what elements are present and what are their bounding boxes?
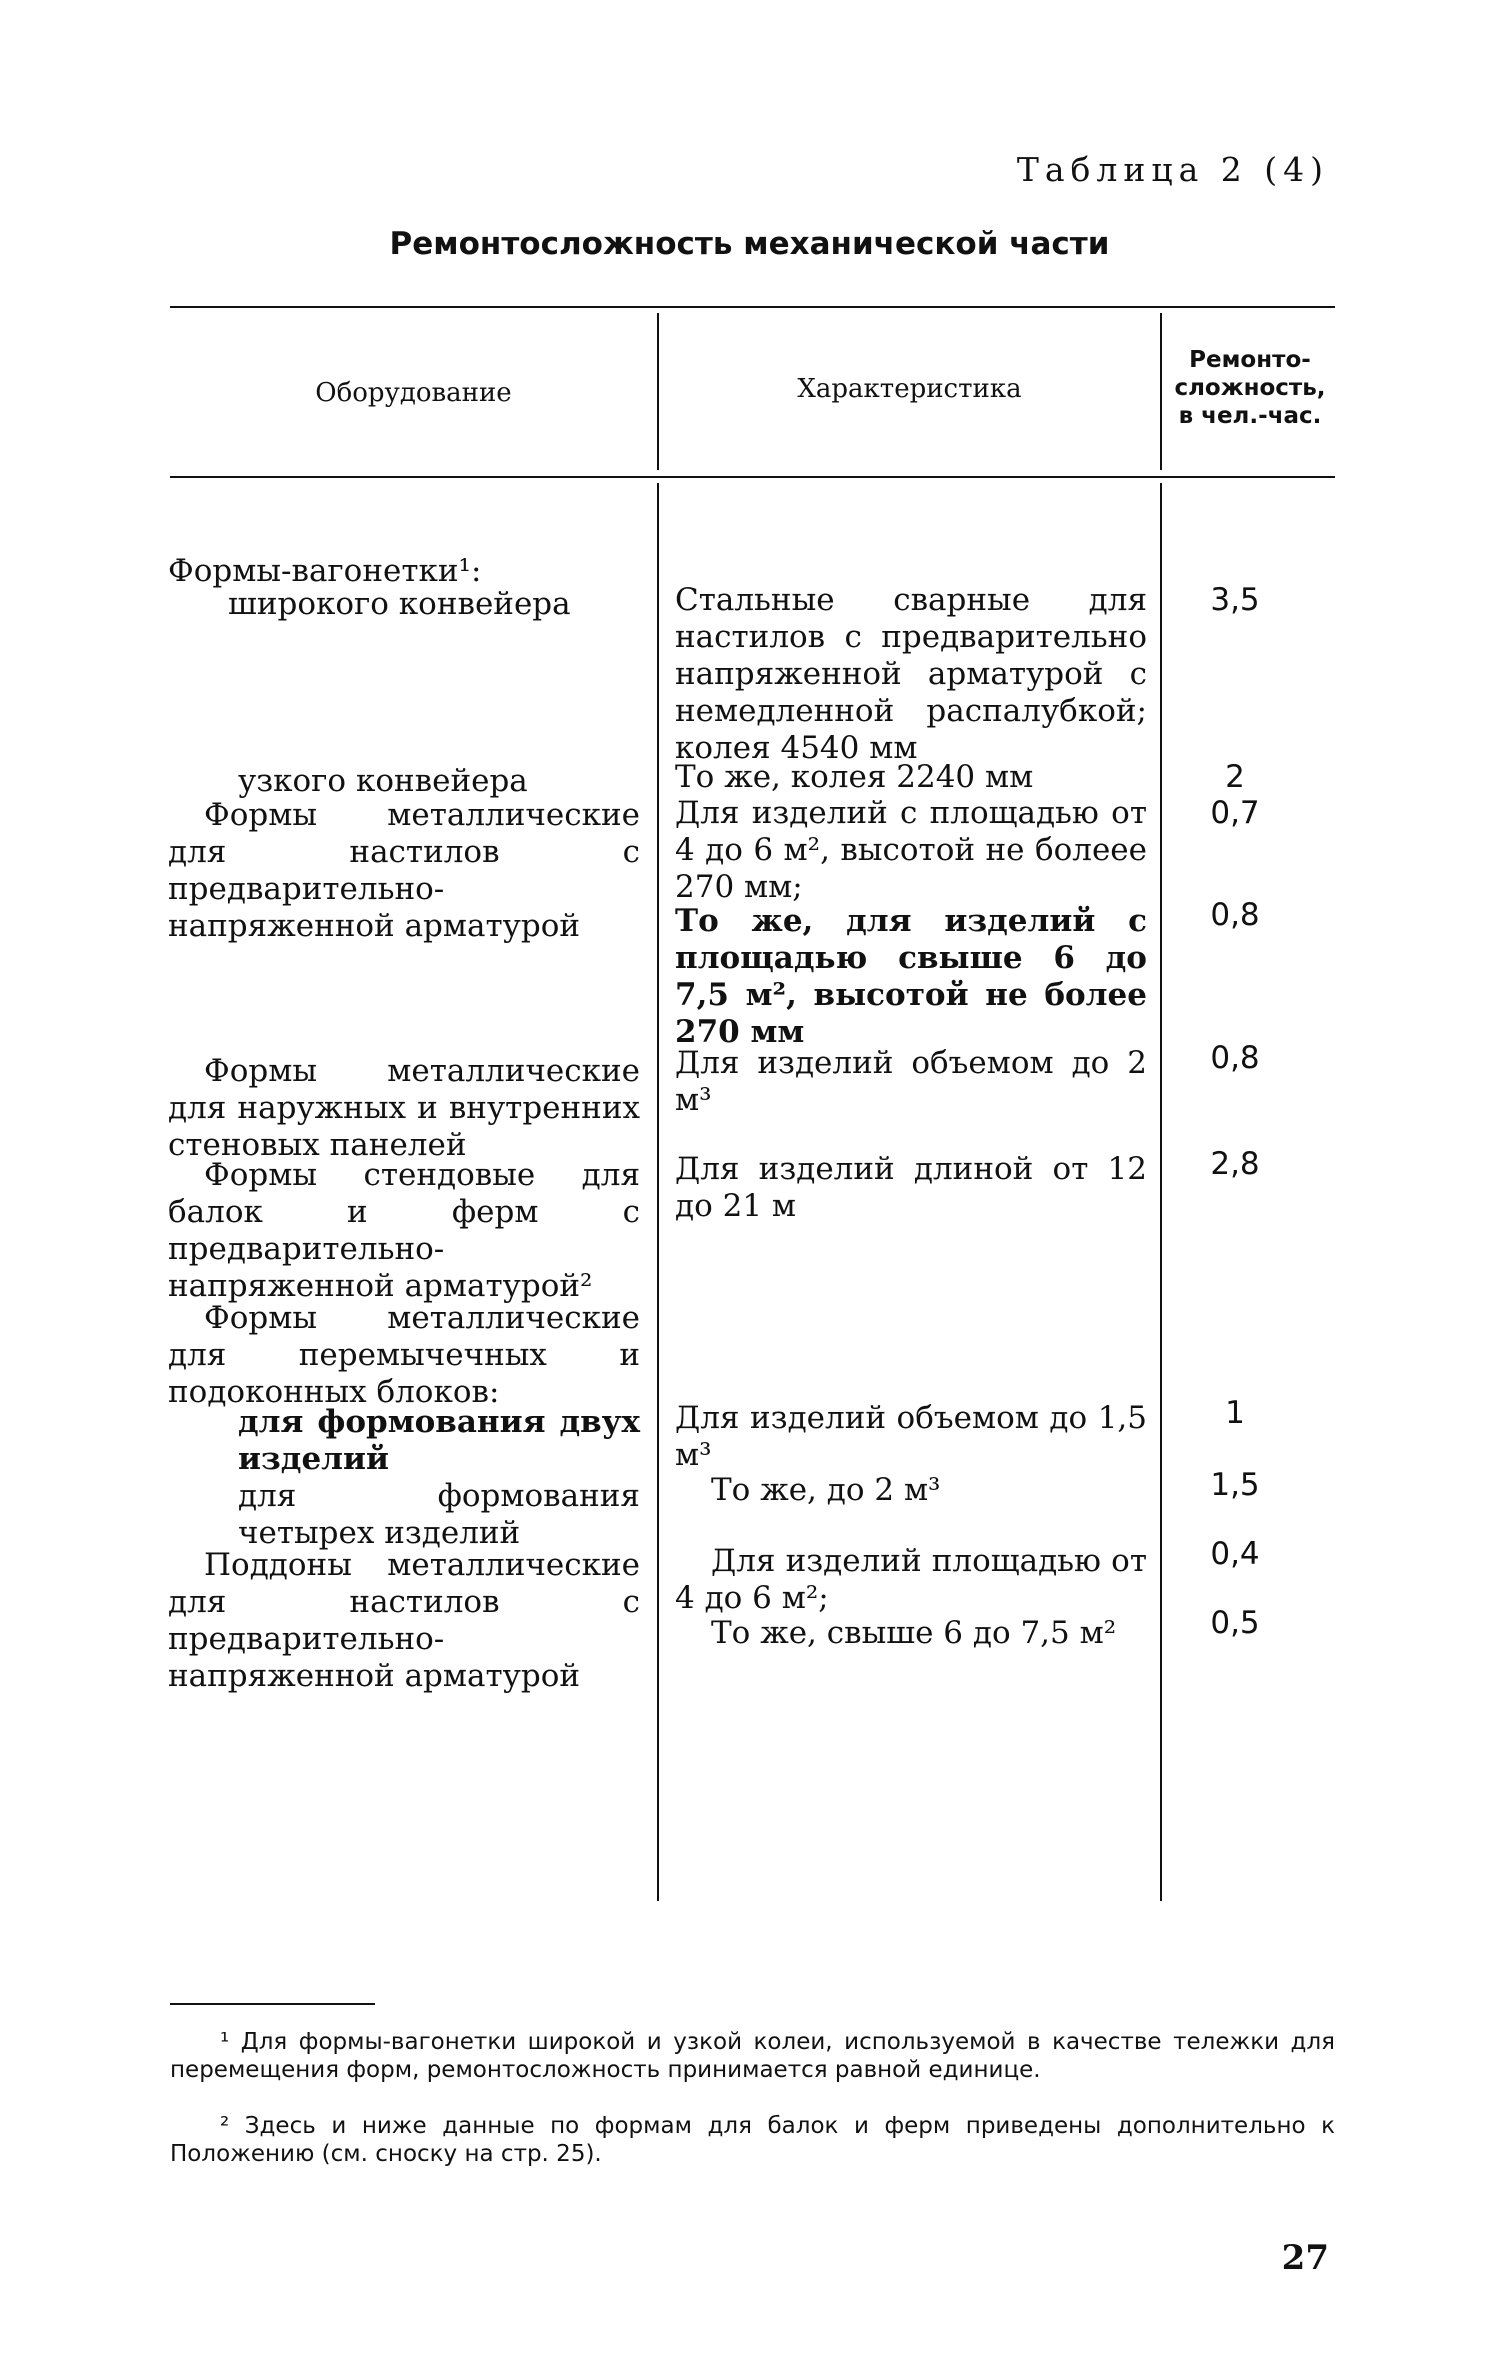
row-characteristic: Для изделий с площадью от 4 до 6 м², высотой не болеее 270 мм; xyxy=(675,795,1147,905)
row-characteristic: То же, колея 2240 мм xyxy=(675,759,1034,795)
column-header-complexity: Ремонто-сложность, в чел.-час. xyxy=(1174,347,1326,429)
row-value: 0,4 xyxy=(1210,1536,1260,1572)
column-divider-2 xyxy=(1160,313,1162,470)
table-title: Ремонтосложность механической части xyxy=(389,226,1110,262)
column-divider-1-body xyxy=(657,483,659,1901)
row-characteristic: То же, свыше 6 до 7,5 м² xyxy=(711,1615,1117,1651)
row-equipment: Формы металлические для наружных и внутренних стеновых панелей xyxy=(168,1053,640,1163)
row-value: 1 xyxy=(1225,1395,1245,1431)
row-value: 0,5 xyxy=(1210,1605,1260,1641)
row-equipment: для формования четырех изделий xyxy=(238,1478,640,1551)
table-label: Таблица 2 (4) xyxy=(1016,150,1329,189)
row-characteristic: То же, до 2 м³ xyxy=(711,1472,941,1508)
row-equipment: Формы металлические для перемычечных и подоконных блоков: xyxy=(168,1300,640,1410)
row-equipment: Формы металлические для настилов с предварительно-напряженной арматурой xyxy=(168,797,640,944)
row-characteristic: Стальные сварные для настилов с предварительно напряженной арматурой с немедленной распалубкой; колея 4540 мм xyxy=(675,582,1147,766)
row-characteristic: Для изделий объемом до 2 м³ xyxy=(675,1045,1147,1118)
column-header-equipment: Оборудование xyxy=(315,378,512,408)
footnote-2: ² Здесь и ниже данные по формам для балок и ферм приведены дополнительно к Положению (см. сноску на стр. 25). xyxy=(170,2113,1335,2167)
row-equipment: Формы-вагонетки¹: xyxy=(168,553,482,589)
row-value: 2,8 xyxy=(1210,1146,1260,1182)
row-equipment: Формы стендовые для балок и ферм с предварительно-напряженной арматурой² xyxy=(168,1157,640,1304)
column-header-characteristic: Характеристика xyxy=(797,374,1022,404)
row-characteristic: Для изделий площадью от 4 до 6 м²; xyxy=(675,1543,1147,1616)
footnote-rule xyxy=(170,2003,375,2005)
row-value: 0,8 xyxy=(1210,1040,1260,1076)
row-equipment: для формования двух изделий xyxy=(238,1404,640,1477)
row-characteristic: Для изделий длиной от 12 до 21 м xyxy=(675,1151,1147,1224)
header-bottom-rule xyxy=(170,476,1335,478)
row-value: 0,7 xyxy=(1210,795,1260,831)
row-equipment: широкого конвейера xyxy=(228,586,571,622)
footnote-1: ¹ Для формы-вагонетки широкой и узкой колеи, используемой в качестве тележки для перемещения форм, ремонтосложность принимается равной единице. xyxy=(170,2029,1335,2083)
table-top-rule xyxy=(170,306,1335,308)
row-value: 2 xyxy=(1225,759,1245,795)
row-equipment: Поддоны металлические для настилов с предварительно-напряженной арматурой xyxy=(168,1547,640,1694)
row-characteristic: То же, для изделий с площадью свыше 6 до 7,5 м², высотой не более 270 мм xyxy=(675,903,1147,1050)
row-characteristic: Для изделий объемом до 1,5 м³ xyxy=(675,1400,1147,1473)
row-equipment: узкого конвейера xyxy=(238,763,528,799)
row-value: 3,5 xyxy=(1210,582,1260,618)
row-value: 0,8 xyxy=(1210,897,1260,933)
page-number: 27 xyxy=(1281,2238,1329,2278)
row-value: 1,5 xyxy=(1210,1467,1260,1503)
column-divider-2-body xyxy=(1160,483,1162,1901)
